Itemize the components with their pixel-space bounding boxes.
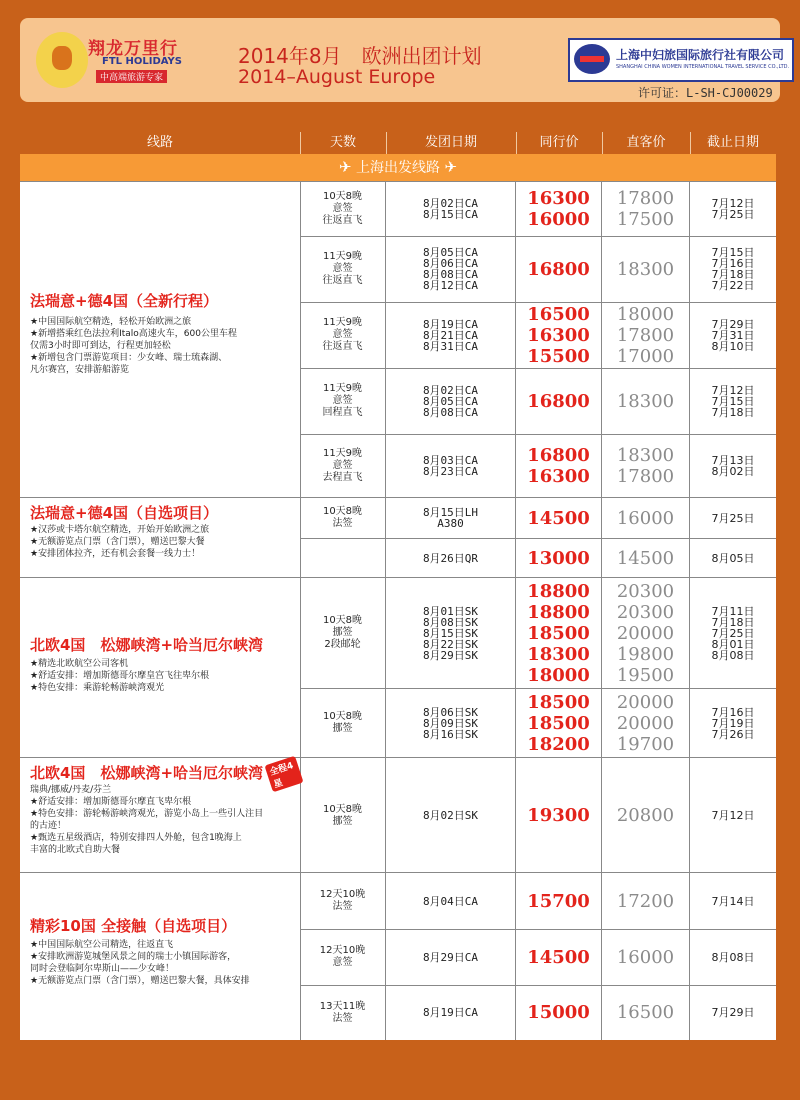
route-title: 法瑞意+德4国（自选项目） [30,504,219,522]
company-logo [568,38,794,82]
deadline-cell: 7月25日 [711,511,755,525]
logo-slogan: 中高端旅游专家 [96,70,167,83]
route-title: 精彩10国 全接触（自选项目） [30,917,237,935]
table-row [300,182,776,237]
table-row [300,236,776,303]
departure-dates-cell: 8月02日CA 8月15日CA [386,182,516,236]
peer-price-cell: 13000 [516,538,602,578]
table-row [300,873,776,930]
table-row [300,688,776,758]
airplane-icon: ✈ [338,158,352,176]
direct-price-cell: 17200 [602,873,690,929]
direct-price-cell: 18300 [602,236,690,302]
deadline-cell: 8月08日 [711,950,755,964]
section-title: 上海出发线路 [356,160,440,176]
peer-price-cell: 15000 [516,985,602,1040]
direct-price-cell: 16000 [602,929,690,985]
table-row [300,985,776,1040]
duration-visa-cell [300,538,386,578]
departure-dates-cell: 8月02日CA 8月05日CA 8月08日CA [386,368,516,434]
deadline-cell: 8月05日 [711,551,755,565]
route-block [20,757,776,873]
route-description [20,758,301,873]
dragon-mascot-icon [36,32,88,88]
route-highlights: ★中国国际航空公司精选，往返直飞 ★安排欧洲游览城堡风景之间的瑞士小镇国际游客， 同时会登临阿尔卑斯山——少女峰！ ★无额游览点门票（含门票），赠送巴黎大餐，具体安排 [30,940,250,986]
duration-visa-cell: 11天9晚 意签 去程直飞 [300,434,386,498]
tour-schedule-table [20,132,776,1040]
col-header-route: 线路 [20,132,301,154]
col-header-days: 天数 [300,132,387,154]
peer-price-cell: 19300 [516,758,602,873]
table-row [300,498,776,539]
direct-price-cell: 14500 [602,538,690,578]
deadline-cell: 7月11日 7月18日 7月25日 8月01日 8月08日 [711,604,755,662]
page-title-chinese: 2014年8月 欧洲出团计划 [238,44,482,68]
deadline-cell: 7月12日 7月25日 [711,197,755,221]
page-title-english: 2014–August Europe [238,66,436,88]
peer-price-cell: 16800 [516,368,602,434]
route-highlights: ★精选北欧航空公司客机 ★舒适安排：增加斯德哥尔摩皇宫飞往卑尔根 ★特色安排：乘游轮畅游峡湾观光 [30,659,210,693]
peer-price-cell: 15700 [516,873,602,929]
direct-price-cell: 18300 [602,368,690,434]
deadline-cell: 7月15日 7月16日 7月18日 7月22日 [711,246,755,292]
deadline-cell: 7月12日 [711,809,755,822]
deadline-cell: 7月12日 7月15日 7月18日 [711,383,755,419]
duration-visa-cell: 10天8晚 挪签 [300,758,386,873]
peer-price-cell: 18500 18500 18200 [516,688,602,758]
table-row [300,434,776,498]
route-description [20,182,301,498]
direct-price-cell: 20800 [602,758,690,873]
company-name-chinese: 上海中妇旅国际旅行社有限公司 [616,48,785,62]
col-header-departure: 发团日期 [386,132,517,154]
duration-visa-cell: 11天9晚 意签 往返直飞 [300,302,386,368]
table-row [300,302,776,369]
col-header-deadline: 截止日期 [706,135,759,150]
departure-dates-cell: 8月06日SK 8月09日SK 8月16日SK [386,688,516,758]
departure-dates-cell: 8月05日CA 8月06日CA 8月08日CA 8月12日CA [386,236,516,302]
departure-dates-cell: 8月19日CA [386,985,516,1040]
duration-visa-cell: 10天8晚 挪签 2段邮轮 [300,578,386,688]
table-row [300,368,776,435]
duration-visa-cell: 13天11晚 法签 [300,985,386,1040]
table-row [300,758,776,873]
route-title: 北欧4国 松娜峡湾+哈当厄尔峡湾 [30,764,264,782]
table-row [300,538,776,578]
duration-visa-cell: 11天9晚 意签 回程直飞 [300,368,386,434]
ftl-holidays-logo [30,26,200,94]
route-description [20,578,301,758]
header-banner [20,18,790,102]
section-shanghai-departures [20,154,776,181]
duration-visa-cell: 12天10晚 意签 [300,929,386,985]
direct-price-cell: 17800 17500 [602,182,690,236]
route-description [20,498,301,578]
route-block [20,497,776,578]
route-title: 北欧4国 松娜峡湾+哈当厄尔峡湾 [30,636,264,654]
peer-price-cell: 14500 [516,929,602,985]
company-emblem-icon [574,44,610,74]
duration-visa-cell: 12天10晚 法签 [300,873,386,929]
route-highlights: ★中国国际航空精选，轻松开始欧洲之旅 ★新增搭乘红色法拉利Italo高速火车，600公里车程 仅需3小时即可到达，行程更加轻松 ★新增包含门票游览项目：少女峰、瑞士琉森湖、 凡尔赛宫，安排游船游览 [30,317,237,375]
departure-dates-cell: 8月03日CA 8月23日CA [386,434,516,498]
duration-visa-cell: 10天8晚 意签 往返直飞 [300,182,386,236]
duration-visa-cell: 11天9晚 意签 往返直飞 [300,236,386,302]
peer-price-cell: 16300 16000 [516,182,602,236]
deadline-cell: 7月14日 [711,894,755,908]
deadline-cell: 7月29日 [711,1006,755,1019]
logo-chinese-text: 翔龙万里行 [88,39,178,59]
duration-visa-cell: 10天8晚 挪签 [300,688,386,758]
direct-price-cell: 20000 20000 19700 [602,688,690,758]
col-header-direct-price: 直客价 [602,132,691,154]
star-rating-badge: 全程4星 [264,756,303,793]
departure-dates-cell: 8月15日LH A380 [386,498,516,538]
deadline-cell: 7月13日 8月02日 [711,454,755,478]
departure-dates-cell: 8月19日CA 8月21日CA 8月31日CA [386,302,516,368]
peer-price-cell: 18800 18800 18500 18300 18000 [516,578,602,688]
route-highlights: 瑞典/挪威/丹麦/芬兰 ★舒适安排：增加斯德哥尔摩直飞卑尔根 ★特色安排：游轮畅游峡湾观光，游览小岛上一些引人注目 的古迹！ ★甄选五星级酒店，特别安排四人外舱，包含1晚海上 丰富的北欧式自助大餐 [30,785,264,855]
table-row [300,578,776,689]
deadline-cell: 7月29日 7月31日 8月10日 [711,317,755,353]
route-title: 法瑞意+德4国（全新行程） [30,292,219,310]
peer-price-cell: 16800 16300 [516,434,602,498]
route-block [20,872,776,1040]
company-name-english: SHANGHAI CHINA WOMEN INTERNATIONAL TRAVEL SERVICE CO.,LTD. [616,64,790,70]
departure-dates-cell: 8月01日SK 8月08日SK 8月15日SK 8月22日SK 8月29日SK [386,578,516,688]
route-block [20,181,776,498]
departure-dates-cell: 8月29日CA [386,929,516,985]
peer-price-cell: 16500 16300 15500 [516,302,602,368]
departure-dates-cell: 8月26日QR [386,538,516,578]
direct-price-cell: 20300 20300 20000 19800 19500 [602,578,690,688]
deadline-cell: 7月16日 7月19日 7月26日 [711,705,755,741]
direct-price-cell: 16000 [602,498,690,538]
peer-price-cell: 14500 [516,498,602,538]
table-row [300,929,776,986]
logo-english-text: FTL HOLIDAYS [102,56,182,67]
direct-price-cell: 18000 17800 17000 [602,302,690,368]
peer-price-cell: 16800 [516,236,602,302]
route-highlights: ★汉莎或卡塔尔航空精选，开始开始欧洲之旅 ★无额游览点门票（含门票），赠送巴黎大餐 ★安排团体拉齐，还有机会套餐一线力士！ [30,525,210,559]
direct-price-cell: 16500 [602,985,690,1040]
col-header-peer-price: 同行价 [516,132,603,154]
table-header-row [20,132,776,154]
departure-dates-cell: 8月04日CA [386,873,516,929]
route-block [20,577,776,758]
duration-visa-cell: 10天8晚 法签 [300,498,386,538]
departure-dates-cell: 8月02日SK [386,758,516,873]
route-description [20,873,301,1040]
license-number: 许可证：L-SH-CJ00029 [638,86,773,100]
direct-price-cell: 18300 17800 [602,434,690,498]
airplane-icon: ✈ [444,158,458,176]
